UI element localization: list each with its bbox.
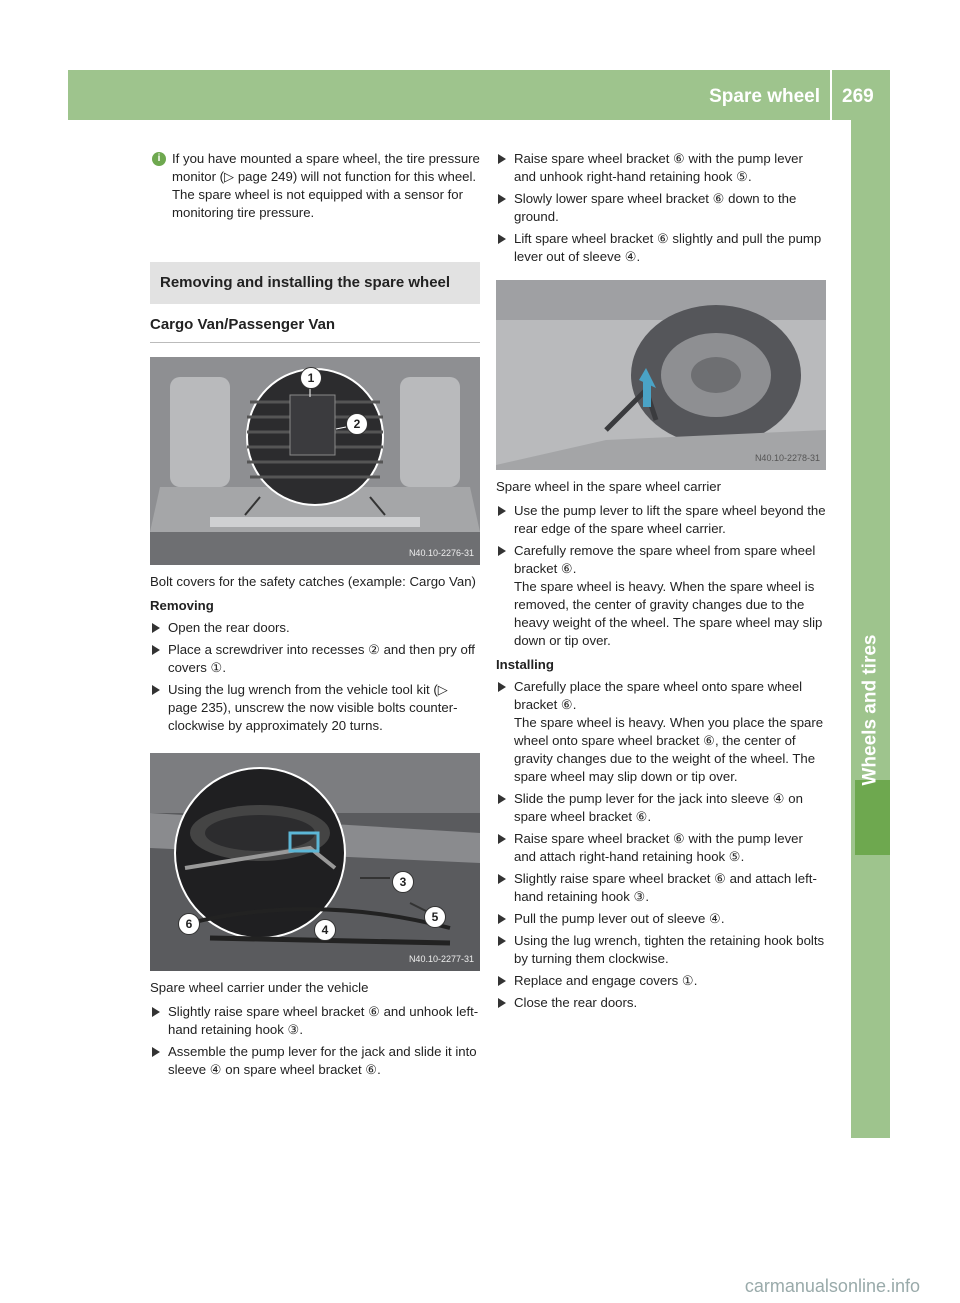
wheel-illustration (496, 280, 826, 470)
step-item: Using the lug wrench from the vehicle tool kit (▷ page 235), unscrew the now visible bolts counter-clockwise by approximately 20 turns. (150, 681, 480, 735)
step-item: Carefully remove the spare wheel from spare wheel bracket ⑥. The spare wheel is heavy. When the spare wheel is removed, the center of gravity changes due to the heavy weight of the wheel. The spare wheel may slip down or tip over. (496, 542, 826, 650)
side-tab-label: Wheels and tires (859, 634, 881, 786)
figure-code: N40.10-2277-31 (408, 954, 474, 964)
figure-caption: Spare wheel in the spare wheel carrier (496, 479, 722, 494)
step-item: Slide the pump lever for the jack into sleeve ④ on spare wheel bracket ⑥. (496, 790, 826, 826)
right-column (496, 150, 826, 1016)
step-item: Pull the pump lever out of sleeve ④. (496, 910, 826, 928)
callout-1: 1 (300, 367, 322, 389)
installing-label: Installing (496, 657, 554, 672)
subheading: Cargo Van/Passenger Van (150, 316, 480, 343)
watermark: carmanualsonline.info (744, 1276, 920, 1296)
step-item: Slowly lower spare wheel bracket ⑥ down to the ground. (496, 190, 826, 226)
header-separator (830, 70, 832, 120)
step-item: Replace and engage covers ①. (496, 972, 826, 990)
figure-spare-carrier (150, 753, 480, 971)
step-item: Carefully place the spare wheel onto spare wheel bracket ⑥. The spare wheel is heavy. When you place the spare wheel onto spare wheel bracket ⑥, the center of gravity changes due to the weight of the wheel. The spare wheel may slip down or tip over. (496, 678, 826, 786)
carrier-illustration (150, 753, 480, 971)
step-item: Close the rear doors. (496, 994, 826, 1012)
info-note (150, 150, 480, 222)
callout-4: 4 (314, 919, 336, 941)
callout-5: 5 (424, 906, 446, 928)
info-icon: i (152, 152, 166, 166)
left-column (150, 150, 480, 1083)
step-item: Raise spare wheel bracket ⑥ with the pump lever and attach right-hand retaining hook ⑤. (496, 830, 826, 866)
step-item: Raise spare wheel bracket ⑥ with the pump lever and unhook right-hand retaining hook ⑤. (496, 150, 826, 186)
callout-6: 6 (178, 913, 200, 935)
figure-spare-wheel (496, 280, 826, 470)
callout-2: 2 (346, 413, 368, 435)
callout-3: 3 (392, 871, 414, 893)
step-item: Slightly raise spare wheel bracket ⑥ and attach left-hand retaining hook ③. (496, 870, 826, 906)
step-item: Place a screwdriver into recesses ② and then pry off covers ①. (150, 641, 480, 677)
figure-caption: Spare wheel carrier under the vehicle (150, 980, 369, 995)
info-note-text: If you have mounted a spare wheel, the tire pressure monitor (▷ page 249) will not function for this wheel. The spare wheel is not equipped with a sensor for monitoring tire pressure. (172, 151, 480, 220)
figure-caption: Bolt covers for the safety catches (example: Cargo Van) (150, 574, 476, 589)
step-item: Lift spare wheel bracket ⑥ slightly and pull the pump lever out of sleeve ④. (496, 230, 826, 266)
section-heading: Removing and installing the spare wheel (150, 262, 480, 304)
page-number: 269 (842, 86, 874, 107)
step-item: Open the rear doors. (150, 619, 480, 637)
step-item: Slightly raise spare wheel bracket ⑥ and unhook left-hand retaining hook ③. (150, 1003, 480, 1039)
step-item: Using the lug wrench, tighten the retaining hook bolts by turning them clockwise. (496, 932, 826, 968)
removing-label: Removing (150, 598, 214, 613)
figure-code: N40.10-2276-31 (408, 548, 474, 558)
figure-bolt-covers (150, 357, 480, 565)
section-title: Spare wheel (709, 86, 820, 107)
step-item: Assemble the pump lever for the jack and slide it into sleeve ④ on spare wheel bracket ⑥. (150, 1043, 480, 1079)
figure-code: N40.10-2278-31 (754, 453, 820, 463)
step-item: Use the pump lever to lift the spare wheel beyond the rear edge of the spare wheel carrier. (496, 502, 826, 538)
